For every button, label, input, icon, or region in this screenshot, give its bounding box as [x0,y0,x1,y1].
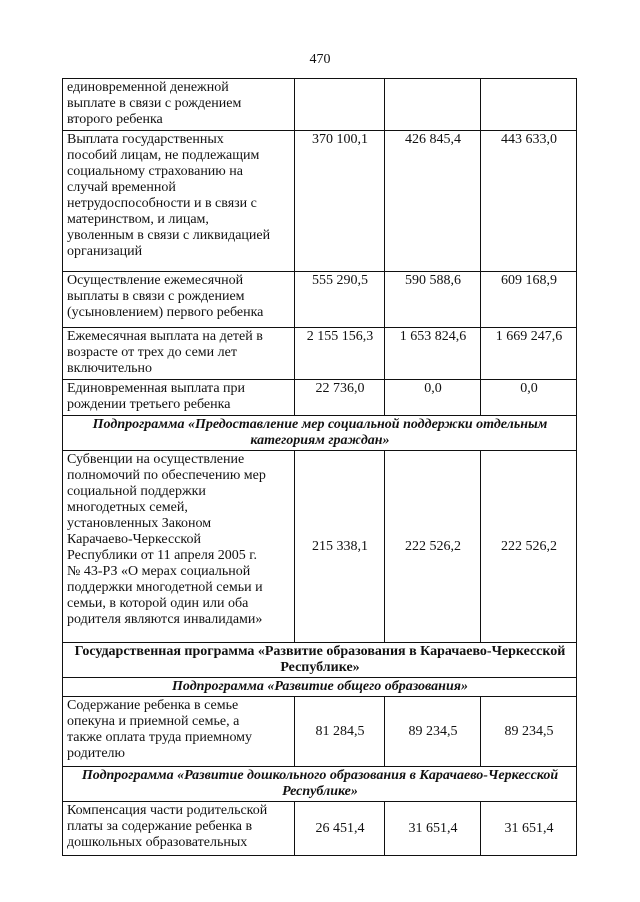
budget-table [62,78,577,856]
row-label: Осуществление ежемесячной выплаты в связи с рождением (усыновлением) первого ребенка [63,272,295,328]
table-row [63,380,577,416]
value-cell: 2 155 156,3 [295,328,385,380]
value-cell: 22 736,0 [295,380,385,416]
value-cell: 555 290,5 [295,272,385,328]
value-cell: 26 451,4 [295,802,385,856]
program-heading: Государственная программа «Развитие образования в Карачаево-Черкесской Республике» [63,643,577,678]
table-row [63,697,577,767]
section-heading: Подпрограмма «Развитие дошкольного образования в Карачаево-Черкесской Республике» [63,767,577,802]
value-cell: 1 669 247,6 [481,328,577,380]
table-row [63,79,577,131]
value-cell: 81 284,5 [295,697,385,767]
row-label: Единовременная выплата при рождении третьего ребенка [63,380,295,416]
section-row [63,767,577,802]
section-row [63,643,577,678]
row-label: Субвенции на осуществление полномочий по обеспечению мер социальной поддержки многодетных семей, установленных Законом Карачаево-Черкесской Республики от 11 апреля 2005 г. № 43-РЗ «О мерах социальной поддержки многодетной семьи и семьи, в которой один или оба родителя являются инвалидами» [63,451,295,643]
row-label: Содержание ребенка в семье опекуна и приемной семье, а также оплата труда приемному родителю [63,697,295,767]
page-number: 470 [309,52,331,67]
value-cell: 370 100,1 [295,131,385,272]
value-cell: 89 234,5 [481,697,577,767]
value-cell: 31 651,4 [481,802,577,856]
row-label: Выплата государственных пособий лицам, не подлежащим социальному страхованию на случай временной нетрудоспособности и в связи с материнством, и лицам, уволенным в связи с ликвидацией организаций [63,131,295,272]
section-row [63,416,577,451]
table-row [63,802,577,856]
row-label: единовременной денежной выплате в связи с рождением второго ребенка [63,79,295,131]
section-row [63,678,577,697]
value-cell: 222 526,2 [481,451,577,643]
value-cell: 590 588,6 [385,272,481,328]
row-label: Ежемесячная выплата на детей в возрасте от трех до семи лет включительно [63,328,295,380]
value-cell: 443 633,0 [481,131,577,272]
section-heading: Подпрограмма «Развитие общего образования» [63,678,577,697]
section-heading: Подпрограмма «Предоставление мер социальной поддержки отдельным категориям граждан» [63,416,577,451]
row-label: Компенсация части родительской платы за содержание ребенка в дошкольных образовательных [63,802,295,856]
value-cell [481,79,577,131]
value-cell: 426 845,4 [385,131,481,272]
table-row [63,328,577,380]
value-cell: 215 338,1 [295,451,385,643]
table-row [63,272,577,328]
table-row [63,131,577,272]
table-row [63,451,577,643]
value-cell [295,79,385,131]
value-cell: 222 526,2 [385,451,481,643]
value-cell: 0,0 [385,380,481,416]
value-cell [385,79,481,131]
value-cell: 1 653 824,6 [385,328,481,380]
value-cell: 0,0 [481,380,577,416]
value-cell: 609 168,9 [481,272,577,328]
value-cell: 89 234,5 [385,697,481,767]
value-cell: 31 651,4 [385,802,481,856]
